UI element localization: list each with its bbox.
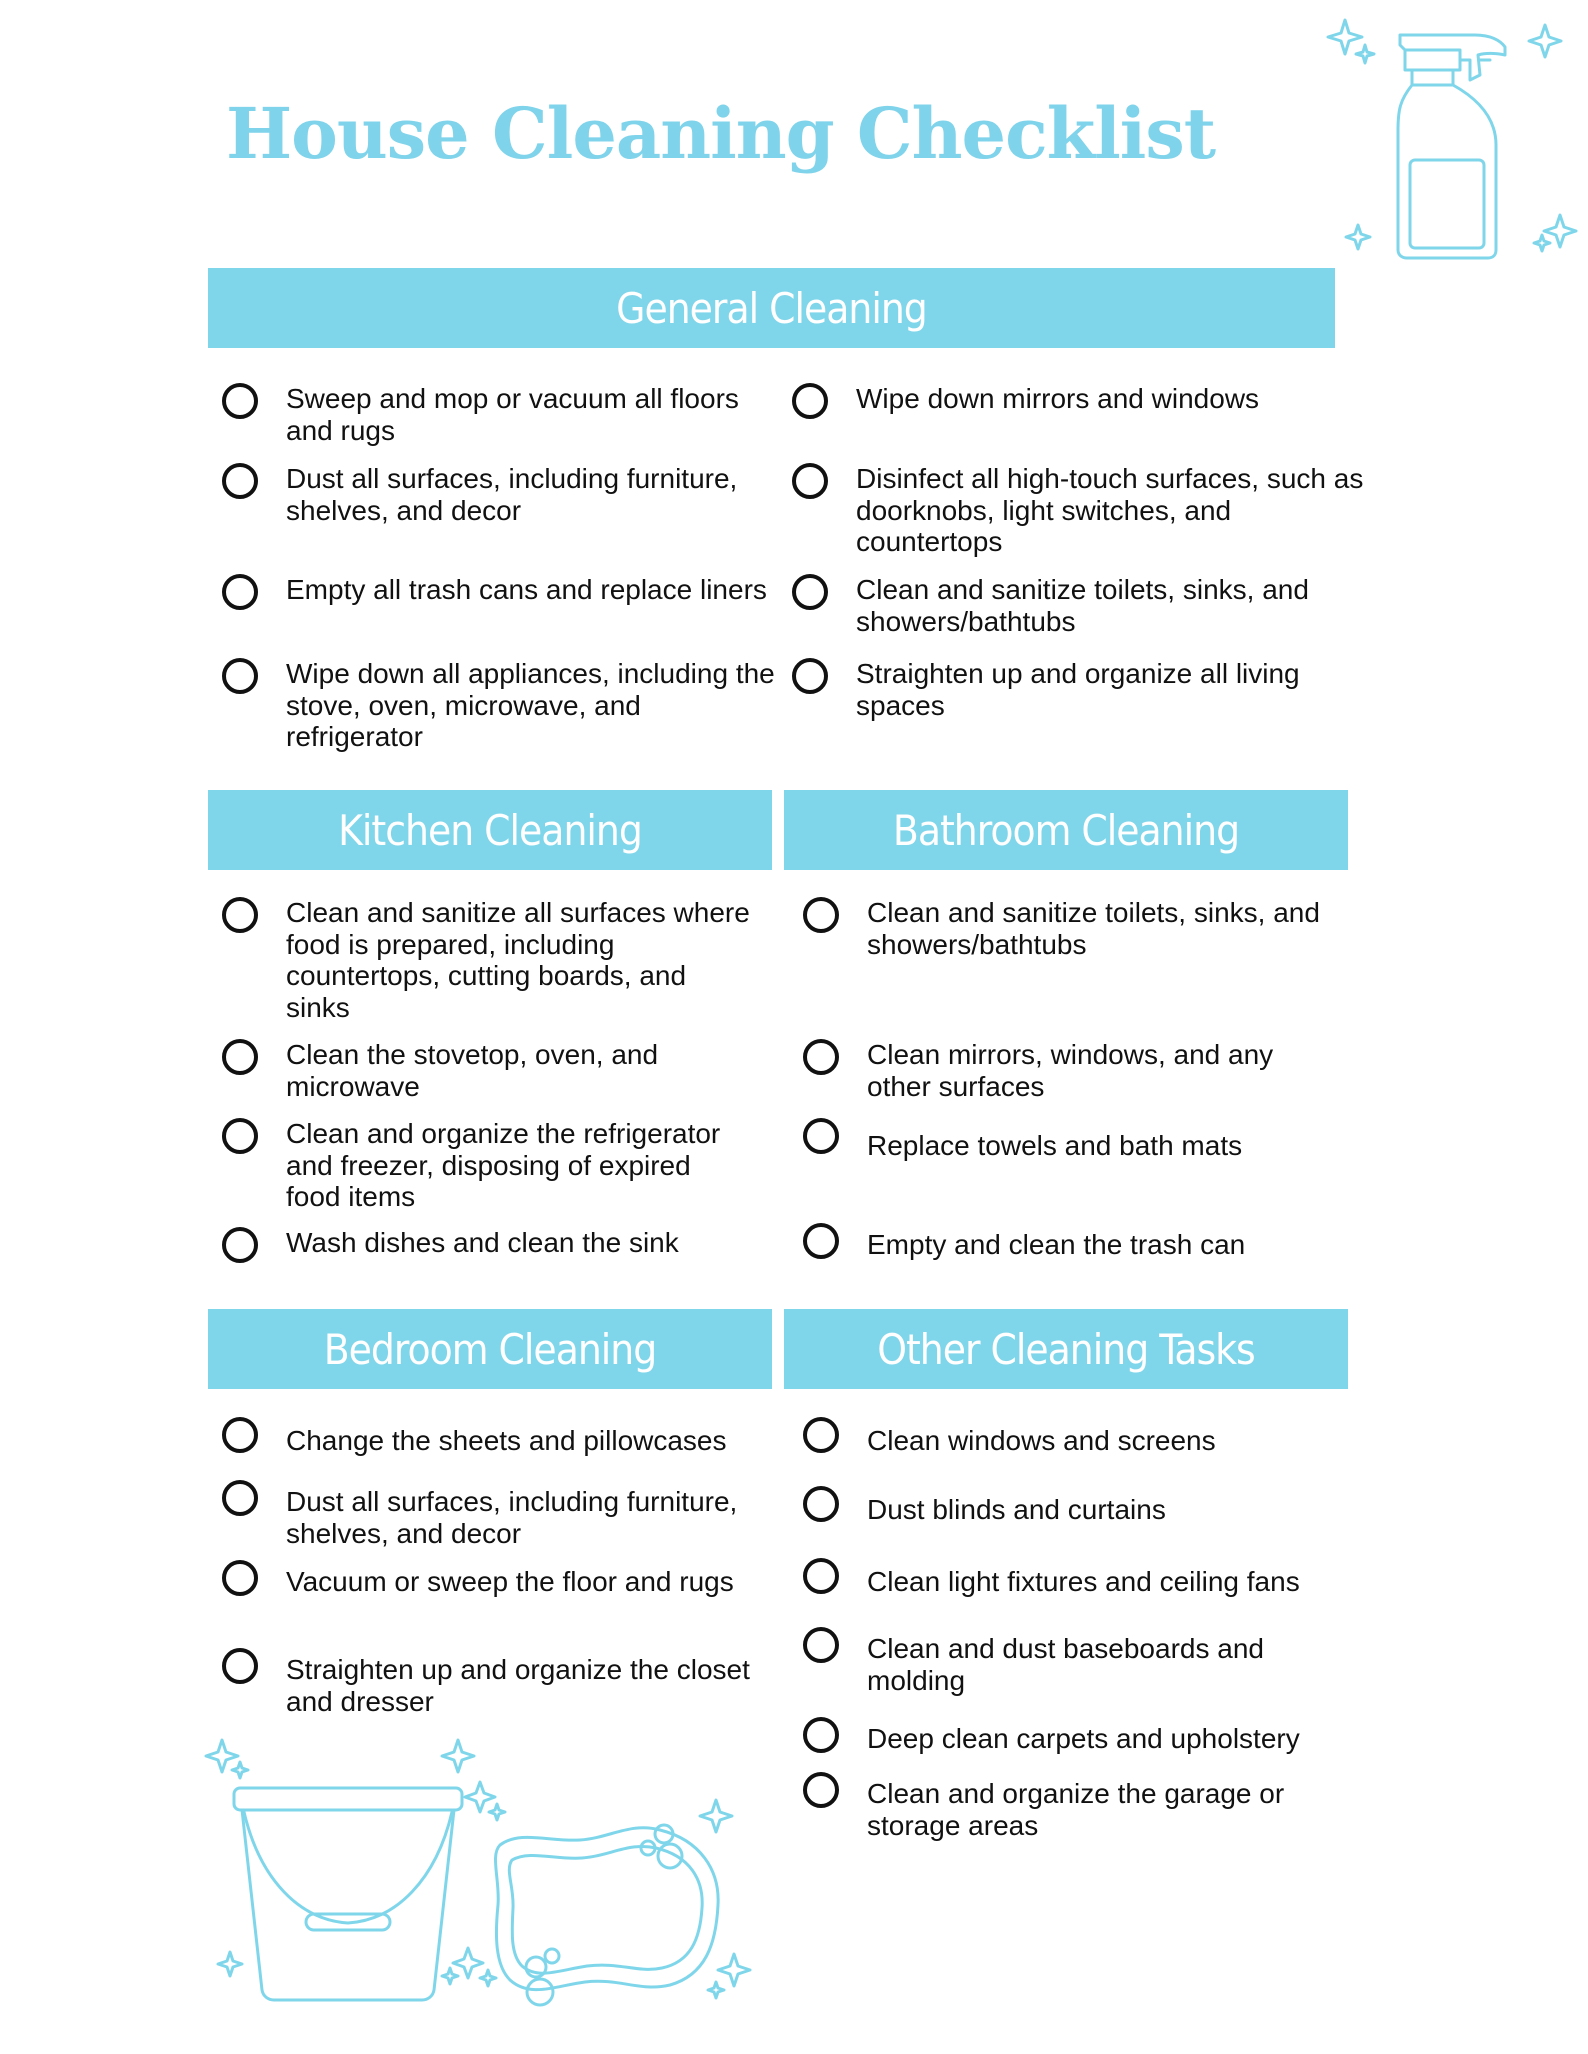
checkbox-circle-icon[interactable] bbox=[222, 1039, 258, 1075]
checklist-item: Clean the stovetop, oven, and microwave bbox=[222, 1039, 752, 1102]
checklist-item: Clean and sanitize toilets, sinks, and showers/bathtubs bbox=[803, 897, 1333, 960]
section-banner-kitchen: Kitchen Cleaning bbox=[208, 790, 772, 870]
checklist-item: Wipe down all appliances, including the stove, oven, microwave, and refrigerator bbox=[222, 658, 782, 753]
checkbox-circle-icon[interactable] bbox=[792, 574, 828, 610]
checklist-item: Clean and sanitize toilets, sinks, and showers/bathtubs bbox=[792, 574, 1372, 637]
page-title: House Cleaning Checklist bbox=[226, 92, 1216, 175]
checklist-item: Empty and clean the trash can bbox=[803, 1223, 1333, 1261]
checkbox-circle-icon[interactable] bbox=[803, 1039, 839, 1075]
checkbox-circle-icon[interactable] bbox=[803, 1717, 839, 1753]
section-banner-bedroom: Bedroom Cleaning bbox=[208, 1309, 772, 1389]
checkbox-circle-icon[interactable] bbox=[222, 1560, 258, 1596]
bucket-icon bbox=[200, 1730, 760, 2010]
checkbox-circle-icon[interactable] bbox=[803, 1772, 839, 1808]
checkbox-circle-icon[interactable] bbox=[222, 897, 258, 933]
checklist-item: Clean and dust baseboards and molding bbox=[803, 1627, 1333, 1696]
section-banner-general: General Cleaning bbox=[208, 268, 1335, 348]
checklist-item: Dust blinds and curtains bbox=[803, 1486, 1333, 1526]
checklist-item: Deep clean carpets and upholstery bbox=[803, 1717, 1333, 1755]
spray-bottle-icon bbox=[1320, 15, 1580, 265]
checkbox-circle-icon[interactable] bbox=[803, 897, 839, 933]
checklist-item: Straighten up and organize all living spaces bbox=[792, 658, 1372, 721]
checkbox-circle-icon[interactable] bbox=[803, 1558, 839, 1594]
checklist-item: Wipe down mirrors and windows bbox=[792, 383, 1372, 419]
section-banner-other: Other Cleaning Tasks bbox=[784, 1309, 1348, 1389]
checkbox-circle-icon[interactable] bbox=[803, 1627, 839, 1663]
checkbox-circle-icon[interactable] bbox=[222, 1227, 258, 1263]
checklist-item: Dust all surfaces, including furniture, shelves, and decor bbox=[222, 463, 782, 526]
checkbox-circle-icon[interactable] bbox=[792, 658, 828, 694]
checklist-item: Empty all trash cans and replace liners bbox=[222, 574, 782, 610]
checklist-item: Clean and organize the refrigerator and freezer, disposing of expired food items bbox=[222, 1118, 752, 1213]
checkbox-circle-icon[interactable] bbox=[222, 383, 258, 419]
checkbox-circle-icon[interactable] bbox=[792, 463, 828, 499]
checklist-item: Clean mirrors, windows, and any other surfaces bbox=[803, 1039, 1333, 1102]
checkbox-circle-icon[interactable] bbox=[803, 1417, 839, 1453]
checkbox-circle-icon[interactable] bbox=[222, 463, 258, 499]
section-banner-bathroom: Bathroom Cleaning bbox=[784, 790, 1348, 870]
checklist-item: Clean and organize the garage or storage areas bbox=[803, 1772, 1333, 1841]
checkbox-circle-icon[interactable] bbox=[792, 383, 828, 419]
checklist-item: Wash dishes and clean the sink bbox=[222, 1227, 752, 1263]
checklist-item: Vacuum or sweep the floor and rugs bbox=[222, 1560, 762, 1598]
checklist-item: Clean light fixtures and ceiling fans bbox=[803, 1558, 1333, 1598]
checkbox-circle-icon[interactable] bbox=[803, 1486, 839, 1522]
checklist-item: Replace towels and bath mats bbox=[803, 1118, 1333, 1162]
checkbox-circle-icon[interactable] bbox=[222, 1480, 258, 1516]
checklist-item: Straighten up and organize the closet and dresser bbox=[222, 1648, 762, 1717]
checkbox-circle-icon[interactable] bbox=[222, 1118, 258, 1154]
checkbox-circle-icon[interactable] bbox=[222, 1648, 258, 1684]
checklist-item: Sweep and mop or vacuum all floors and rugs bbox=[222, 383, 782, 446]
checklist-item: Disinfect all high-touch surfaces, such as doorknobs, light switches, and countertops bbox=[792, 463, 1372, 558]
checklist-item: Dust all surfaces, including furniture, shelves, and decor bbox=[222, 1480, 762, 1549]
checkbox-circle-icon[interactable] bbox=[803, 1118, 839, 1154]
checkbox-circle-icon[interactable] bbox=[803, 1223, 839, 1259]
checklist-item: Change the sheets and pillowcases bbox=[222, 1417, 762, 1457]
checkbox-circle-icon[interactable] bbox=[222, 1417, 258, 1453]
checklist-item: Clean and sanitize all surfaces where food is prepared, including countertops, cutting boards, and sinks bbox=[222, 897, 752, 1023]
checkbox-circle-icon[interactable] bbox=[222, 658, 258, 694]
checkbox-circle-icon[interactable] bbox=[222, 574, 258, 610]
checklist-item: Clean windows and screens bbox=[803, 1417, 1333, 1457]
sponge-icon bbox=[495, 1800, 750, 2005]
